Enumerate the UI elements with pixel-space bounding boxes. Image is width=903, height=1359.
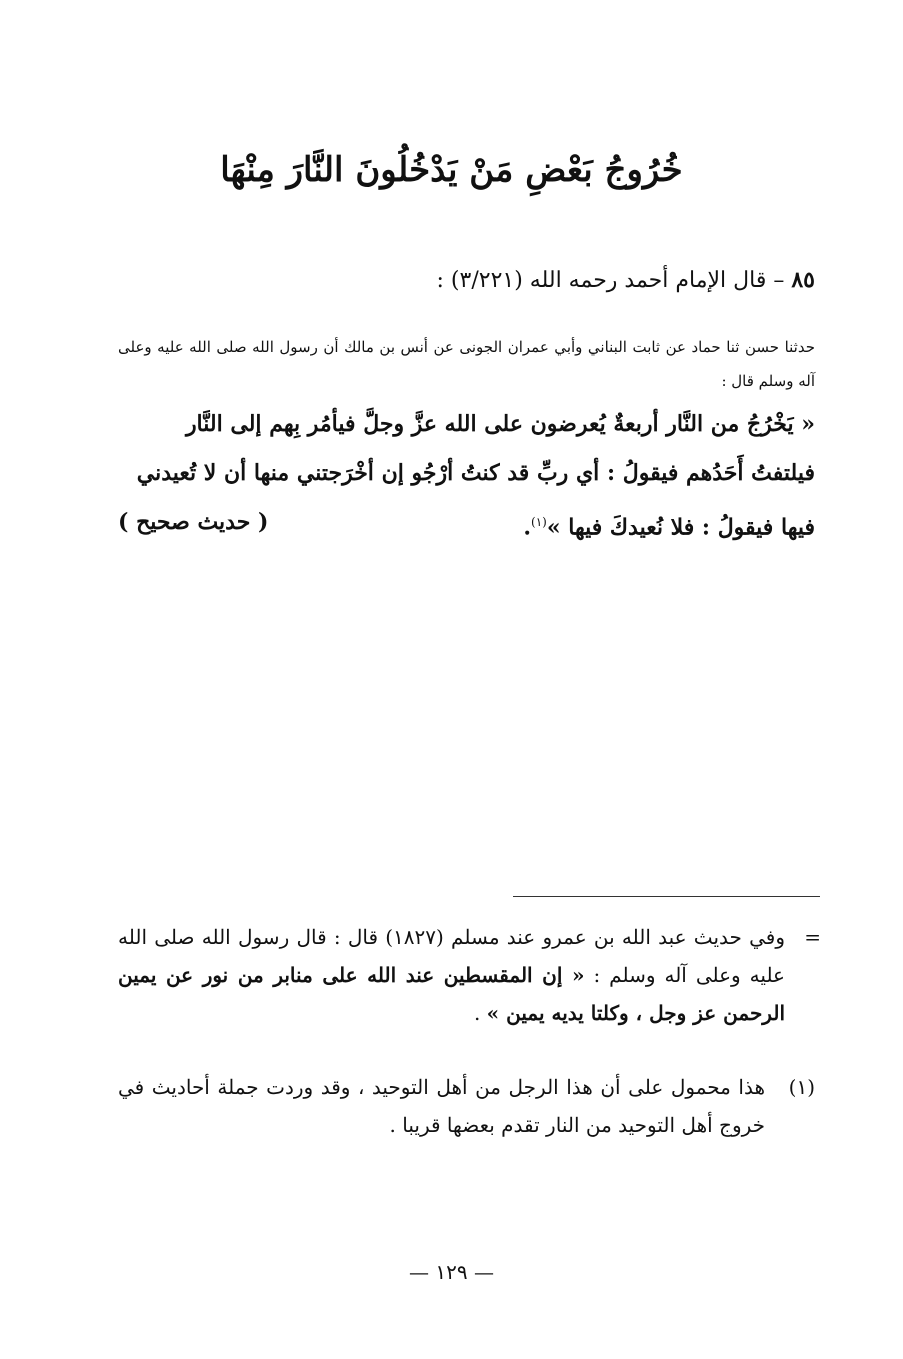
hadith-isnad: حدثنا حسن ثنا حماد عن ثابت البناني وأبي عمران الجونى عن أنس بن مالك أن رسول الله صلى الله عليه وعلى آله وسلم قال : <box>118 338 815 390</box>
chapter-title: خُرُوجُ بَعْضِ مَنْ يَدْخُلُونَ النَّارَ مِنْهَا <box>220 150 683 190</box>
footnote-divider <box>513 896 820 897</box>
matn-line: فيها فيقولُ : فلا نُعيدكَ فيها » <box>546 514 815 541</box>
matn-line: « يَخْرُجُ من النَّار أربعةٌ يُعرضون على الله عزَّ وجلَّ فيأمُر بِهم إلى النَّار <box>185 411 815 437</box>
footnote-1-text: هذا محمول على أن هذا الرجل من أهل التوحيد ، وقد وردت جملة أحاديث في خروج أهل التوحيد من النار تقدم بعضها قريبا . <box>118 1075 765 1137</box>
hadith-dash: – <box>773 268 785 293</box>
footnote-1-marker: (١) <box>788 1075 815 1099</box>
continuation-quote: « إن المقسطين عند الله على منابر من نور عن يمين الرحمن عز وجل ، وكلتا يديه يمين » <box>118 963 785 1025</box>
hadith-source: قال الإمام أحمد رحمه الله (٣/٢٢١) : <box>436 268 767 293</box>
matn-line: فيلتفتُ أَحَدُهم فيقولُ : أي ربِّ قد كنتُ أرْجُو إن أخْرَجتني منها أن لا تُعيدني <box>136 460 815 486</box>
hadith-matn <box>118 400 815 552</box>
matn-last-line <box>118 498 815 552</box>
hadith-header <box>88 266 815 296</box>
hadith-number: ٨٥ <box>791 267 815 293</box>
matn-line-end <box>523 498 815 552</box>
matn-end-mark: . <box>523 514 531 541</box>
continuation-text-part: وفي حديث عبد الله بن عمرو عند مسلم (١٨٢٧) قال : قال رسول الله صلى الله عليه وعلى آله وسلم : <box>118 925 785 987</box>
footnote-continuation <box>118 918 821 1032</box>
footnote-1 <box>118 1068 815 1144</box>
continuation-text <box>118 918 785 1032</box>
page-number: — ١٢٩ — <box>409 1260 494 1284</box>
footnote-ref: (١) <box>531 515 547 529</box>
hadith-grade: ( حديث صحيح ) <box>118 509 269 535</box>
continuation-end: . <box>473 1001 481 1025</box>
continuation-mark: = <box>804 925 821 949</box>
